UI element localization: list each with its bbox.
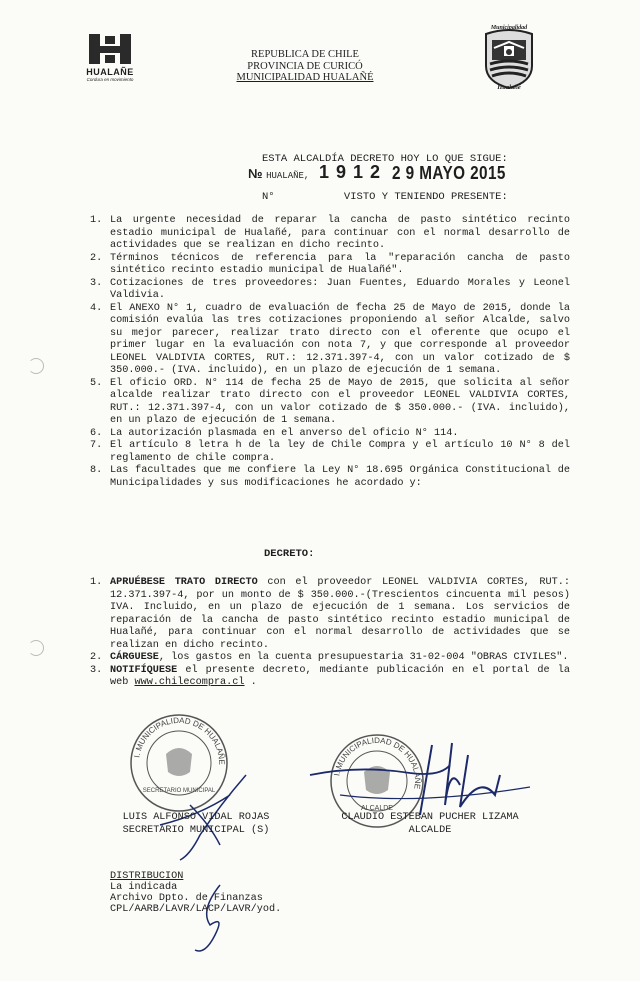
visto-text: La autorización plasmada en el anverso del oficio N° 114. [110, 427, 459, 439]
visto-text: Términos técnicos de referencia para la "reparación cancha de pasto sintético recinto estadio municipal de Hualañé". [110, 252, 570, 276]
intro-line-2: N° VISTO Y TENIENDO PRESENTE: [262, 190, 508, 203]
decreto-body: , los gastos en la cuenta presupuestaria 31-02-004 "OBRAS CIVILES". [158, 652, 569, 663]
distribution-line: La indicada [110, 882, 178, 893]
punch-hole [28, 640, 44, 656]
secretary-seal-center: SECRETARIO MUNICIPAL [142, 788, 216, 794]
mayor-signature-block [320, 812, 540, 837]
decreto-text [110, 577, 570, 652]
distribution-title: DISTRIBUCION [110, 871, 184, 882]
visto-item [90, 440, 570, 465]
logo-tagline: Cordura en movimiento [86, 77, 134, 82]
decreto-verb: CÁRGUESE [110, 652, 159, 663]
distribution-line: Archivo Dpto. de Finanzas [110, 893, 263, 904]
visto-item [90, 253, 570, 278]
stamp-number: 1 9 1 2 [318, 162, 381, 182]
distribution-block [110, 871, 281, 915]
stamp-prefix: HUALAÑE, [266, 171, 310, 181]
hualane-logo [84, 34, 136, 90]
vistos-list [90, 215, 570, 490]
visto-number: 5. [90, 377, 103, 389]
visto-item [90, 303, 570, 378]
decreto-heading: DECRETO: [264, 548, 315, 560]
header-line-3: MUNICIPALIDAD HUALAÑÉ [236, 72, 374, 83]
visto-item [90, 428, 570, 441]
decreto-number: 1. [90, 577, 103, 588]
mayor-title: ALCALDE [408, 824, 452, 836]
logo-title: HUALAÑE [86, 67, 134, 77]
mayor-seal-ring: I. MUNICIPALIDAD DE HUALAÑE [332, 735, 423, 790]
visto-text: La urgente necesidad de reparar la cancha de pasto sintético recinto estadio municipal de Hualañé, para continuar con el normal desarrollo de actividades que se realizan en dicho recinto. [110, 215, 570, 251]
visto-number: 3. [90, 277, 103, 289]
stamp-date: 2 9 MAYO 2015 [392, 163, 506, 183]
visto-item [90, 465, 570, 490]
visto-text: El oficio ORD. N° 114 de fecha 25 de Mayo de 2015, que solicita al señor alcalde realizar trato directo con el proveedor LEONEL VALDIVIA CORTES, RUT.: 12.371.397-4, con un valor cotizado de $ 350.000.- (IVA. incluido), en un plazo de ejecución de 1 semana. [110, 377, 570, 426]
visto-text: Cotizaciones de tres proveedores: Juan Fuentes, Eduardo Morales y Leonel Valdivia. [110, 277, 570, 301]
decreto-item [90, 652, 570, 665]
crest-shield-icon [478, 22, 540, 92]
secretary-seal-ring: I. MUNICIPALIDAD DE HUALAÑE [132, 715, 227, 765]
decreto-tail: . [244, 677, 257, 688]
decreto-item [90, 577, 570, 652]
decreto-text [110, 652, 570, 665]
mayor-seal-center: ALCALDE [361, 805, 393, 812]
visto-number: 6. [90, 427, 103, 439]
visto-item [90, 278, 570, 303]
crest-bottom-text: Hualañé [497, 84, 521, 91]
visto-text: El ANEXO N° 1, cuadro de evaluación de fecha 25 de Mayo de 2015, donde la comisión evalúa las tres cotizaciones proponiendo al señor Alcalde, salvo su mejor parecer, realizar trato directo con el oferente que ocupo el primer lugar en la evaluación con nota 7, y que corresponde al proveedor LEONEL VALDIVIA CORTES, RUT.: 12.371.397-4, con un valor cotizado de $ 350.000.- (IVA. incluido), en un plazo de ejecución de 1 semana. [110, 302, 570, 376]
decreto-body: con el proveedor LEONEL VALDIVIA CORTES, RUT.: 12.371.397-4, por un monto de $ 350.000.-(Trescientos cincuenta mil pesos) IVA. Incluido, en un plazo de ejecución de 1 semana. Los servicios de reparación de la cancha de pasto sintético recinto estadio municipal de Hualañé, para continuar con el normal desarrollo de actividades que se realizan en dicho recinto. [110, 577, 570, 651]
visto-number: 8. [90, 465, 103, 476]
punch-hole [28, 358, 44, 374]
chilecompra-link[interactable]: www.chilecompra.cl [134, 677, 245, 688]
hualane-logo-mark [87, 34, 133, 64]
mayor-name: CLAUDIO ESTEBAN PUCHER LIZAMA [341, 812, 519, 823]
decreto-number: 3. [90, 664, 103, 676]
visto-item [90, 378, 570, 428]
decreto-verb: APRUÉBESE TRATO DIRECTO [110, 577, 258, 588]
visto-number: 2. [90, 252, 103, 264]
header-line-1: REPUBLICA DE CHILE [251, 49, 359, 60]
decreto-item [90, 665, 570, 690]
visto-item [90, 215, 570, 253]
crest-top-text: Municipalidad [490, 25, 528, 31]
secretary-name: LUIS ALFONSO VIDAL ROJAS [122, 812, 270, 823]
secretary-title: SECRETARIO MUNICIPAL (S) [122, 824, 270, 836]
decree-number-stamp: № HUALAÑE, 1 9 1 2 [248, 162, 381, 182]
intro-line-1: ESTA ALCALDÍA DECRETO HOY LO QUE SIGUE: [262, 153, 508, 165]
visto-text: El artículo 8 letra h de la ley de Chile Compra y el artículo 10 N° 8 del reglamento de chile compra. [110, 440, 570, 464]
decreto-list [90, 577, 570, 690]
header-line-2: PROVINCIA DE CURICÓ [247, 60, 363, 72]
decreto-body: el presente decreto, mediante publicación en el portal de la web [110, 664, 570, 688]
visto-text: Las facultades que me confiere la Ley N° 18.695 Orgánica Constitucional de Municipalidades y sus modificaciones he acordado y: [110, 465, 570, 489]
decreto-number: 2. [90, 652, 103, 663]
distribution-line: CPL/AARB/LAVR/LACP/LAVR/yod. [110, 904, 282, 915]
letterhead [200, 49, 410, 84]
visto-number: 7. [90, 440, 103, 451]
visto-number: 1. [90, 215, 103, 226]
decreto-verb: NOTIFÍQUESE [110, 664, 178, 676]
visto-number: 4. [90, 302, 103, 314]
secretary-signature-block [96, 812, 296, 837]
municipal-crest [478, 22, 540, 92]
decreto-text [110, 665, 570, 690]
